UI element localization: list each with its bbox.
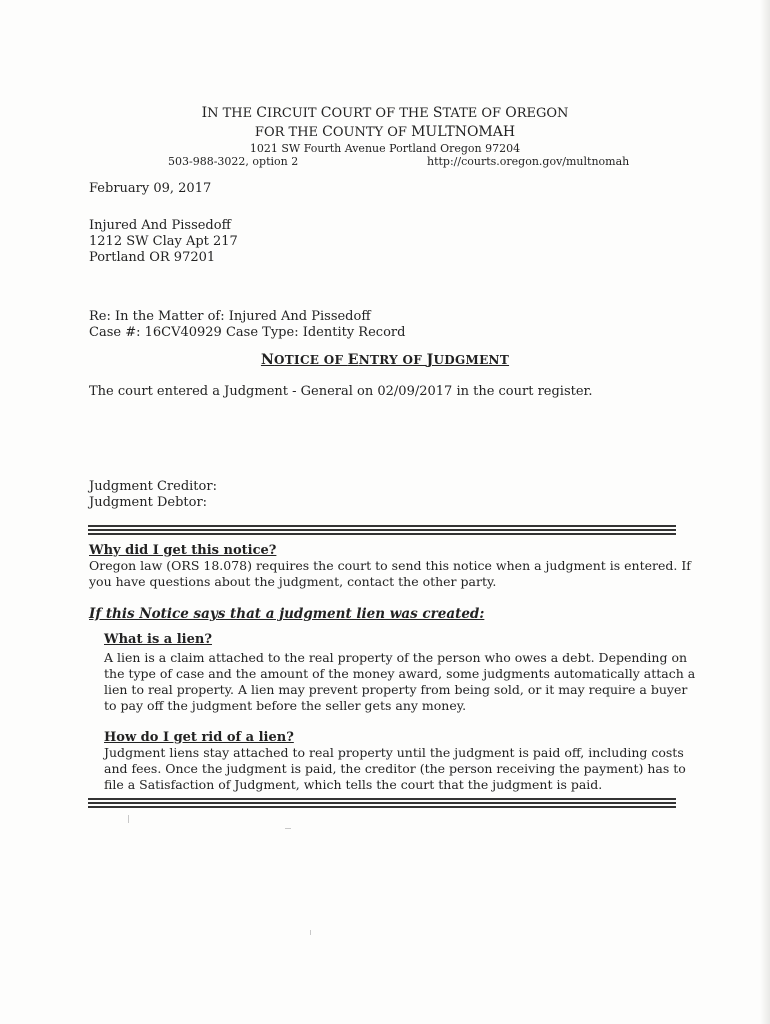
bottom-divider-rule bbox=[88, 798, 676, 808]
county-line: FOR THE COUNTY OF MULTNOMAH bbox=[254, 124, 516, 140]
what-is-lien-line: A lien is a claim attached to the real property of the person who owes a debt. Depending on bbox=[104, 650, 688, 665]
rid-of-lien-line: Judgment liens stay attached to real property until the judgment is paid off, including costs bbox=[104, 745, 684, 760]
why-text-line: you have questions about the judgment, contact the other party. bbox=[89, 574, 497, 589]
why-text-line: Oregon law (ORS 18.078) requires the court to send this notice when a judgment is entered. If bbox=[89, 558, 691, 573]
what-is-lien-line: to pay off the judgment before the seller gets any money. bbox=[104, 698, 467, 713]
rid-of-lien-line: and fees. Once the judgment is paid, the creditor (the person receiving the payment) has to bbox=[104, 761, 686, 776]
what-is-lien-line: lien to real property. A lien may prevent property from being sold, or it may require a buyer bbox=[104, 682, 688, 697]
notice-title: NOTICE OF ENTRY OF JUDGMENT bbox=[260, 352, 510, 368]
recipient-name: Injured And Pissedoff bbox=[89, 218, 231, 233]
court-url: http://courts.oregon.gov/multnomah bbox=[427, 155, 630, 168]
recipient-street: 1212 SW Clay Apt 217 bbox=[89, 234, 238, 249]
what-is-lien-heading: What is a lien? bbox=[104, 632, 212, 647]
scan-speck bbox=[128, 815, 129, 823]
lien-section-heading: If this Notice says that a judgment lien was created: bbox=[89, 606, 485, 622]
court-name-line: IN THE CIRCUIT COURT OF THE STATE OF OREGON bbox=[201, 105, 569, 121]
top-divider-rule bbox=[88, 525, 676, 535]
court-address: 1021 SW Fourth Avenue Portland Oregon 97204 bbox=[249, 142, 521, 155]
scan-speck bbox=[285, 828, 291, 829]
recipient-city: Portland OR 97201 bbox=[89, 250, 216, 265]
notice-date: February 09, 2017 bbox=[89, 181, 212, 196]
re-line: Re: In the Matter of: Injured And Pissedoff bbox=[89, 309, 371, 324]
rid-of-lien-heading: How do I get rid of a lien? bbox=[104, 730, 294, 745]
scan-speck bbox=[310, 930, 311, 935]
rid-of-lien-line: file a Satisfaction of Judgment, which tells the court that the judgment is paid. bbox=[104, 777, 603, 792]
judgment-entered-line: The court entered a Judgment - General on 02/09/2017 in the court register. bbox=[89, 384, 593, 399]
court-phone: 503-988-3022, option 2 bbox=[168, 155, 299, 168]
why-heading: Why did I get this notice? bbox=[89, 543, 277, 558]
what-is-lien-line: the type of case and the amount of the money award, some judgments automatically attach a bbox=[104, 666, 696, 681]
judgment-debtor-label: Judgment Debtor: bbox=[89, 495, 208, 510]
case-line: Case #: 16CV40929 Case Type: Identity Record bbox=[89, 325, 406, 340]
judgment-creditor-label: Judgment Creditor: bbox=[89, 479, 217, 494]
